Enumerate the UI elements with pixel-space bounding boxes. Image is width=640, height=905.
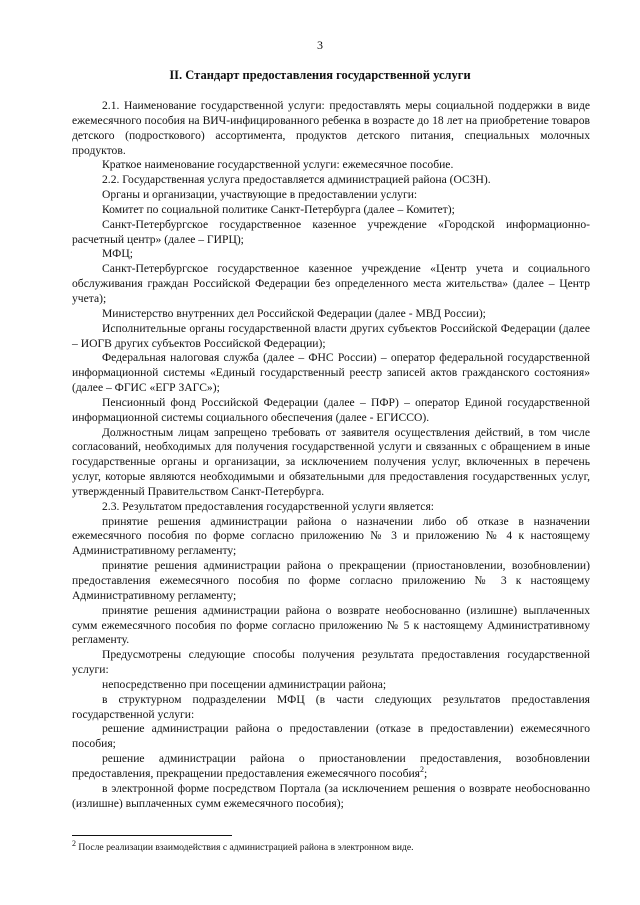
paragraph: Органы и организации, участвующие в предоставлении услуги: (102, 188, 418, 202)
paragraph: Комитет по социальной политике Санкт-Петербурга (далее – Комитет); (102, 202, 455, 216)
paragraph: непосредственно при посещении администрации района; (102, 677, 387, 691)
paragraph: в структурном подразделении МФЦ (в части следующих результатов предоставления государственной услуги: (72, 692, 590, 721)
footnote (72, 838, 590, 854)
paragraph: Санкт-Петербургское государственное казенное учреждение «Городской информационно-расчетный центр» (далее – ГИРЦ); (72, 217, 590, 246)
paragraph: в электронной форме посредством Портала (за исключением решения о возврате необоснованно (излишне) выплаченных сумм ежемесячного пособия); (72, 781, 590, 810)
paragraph: Санкт-Петербургское государственное казенное учреждение «Центр учета и социального обслуживания граждан Российской Федерации без определенного места жительства» (далее – Центр учета); (72, 262, 590, 305)
paragraph: Исполнительные органы государственной власти других субъектов Российской Федерации (далее – ИОГВ других субъектов Российской Федерации); (72, 321, 590, 350)
paragraph: Краткое наименование государственной услуги: ежемесячное пособие. (102, 158, 454, 172)
footnote-separator (72, 835, 232, 836)
paragraph: Пенсионный фонд Российской Федерации (далее – ПФР) – оператор Единой государственной информационной системы социального обеспечения (далее - ЕГИССО). (72, 395, 590, 424)
page-number: 3 (317, 38, 323, 52)
paragraph: принятие решения администрации района о возврате необоснованно (излишне) выплаченных сумм ежемесячного пособия по форме согласно приложению № 5 к настоящему Административному регламенту. (72, 603, 590, 647)
paragraph: Предусмотрены следующие способы получения результата предоставления государственной услуги: (72, 648, 590, 677)
paragraph: Федеральная налоговая служба (далее – ФНС России) – оператор федеральной государственной информационной системы «Единый государственный реестр записей актов гражданского состояния» (далее – ФГИС «ЕГР ЗАГС»); (72, 351, 590, 395)
section-title: II. Стандарт предоставления государственной услуги (169, 68, 471, 82)
footnote-marker: 2 (72, 838, 76, 848)
paragraph: 2.3. Результатом предоставления государственной услуги является: (102, 499, 435, 513)
paragraph: принятие решения администрации района о назначении либо об отказе в назначении ежемесячного пособия по форме согласно приложению № 3 и приложению № 4 к настоящему Административному регламенту; (72, 514, 590, 558)
paragraph: принятие решения администрации района о прекращении (приостановлении, возобновлении) предоставления ежемесячного пособия по форме согласно приложению № 3 к настоящему Административному регламенту; (72, 559, 590, 602)
paragraph: Должностным лицам запрещено требовать от заявителя осуществления действий, в том числе согласований, необходимых для получения государственной услуги и связанных с обращением в иные государственные органы и организации, за исключением получения услуг, включенных в перечень услуг, которые являются необходимыми и обязательными для предоставления государственных услуг, утвержденный Правительством Санкт-Петербурга. (72, 425, 590, 498)
paragraph-with-footnote-ref (72, 752, 590, 782)
paragraph-tail: ; (424, 766, 428, 780)
footnote-text: После реализации взаимодействия с администрацией района в электронном виде. (78, 842, 414, 853)
document-body (72, 99, 590, 812)
paragraph-text: решение администрации района о приостановлении предоставления, возобновлении предоставления, прекращении предоставления ежемесячного пособия (72, 752, 590, 780)
paragraph: Министерство внутренних дел Российской Федерации (далее - МВД России); (102, 306, 486, 320)
paragraph: МФЦ; (102, 247, 133, 261)
paragraph: решение администрации района о предоставлении (отказе в предоставлении) ежемесячного пособия; (72, 722, 590, 751)
paragraph: 2.1. Наименование государственной услуги: предоставлять меры социальной поддержки в виде ежемесячного пособия на ВИЧ-инфицированного ребенка в возрасте до 18 лет на приобретение товаров детского (подросткового) ассортимента, продуктов детского питания, специальных молочных продуктов. (72, 99, 590, 157)
paragraph: 2.2. Государственная услуга предоставляется администрацией района (ОСЗН). (102, 173, 491, 187)
footnote-reference: 2 (420, 765, 425, 775)
